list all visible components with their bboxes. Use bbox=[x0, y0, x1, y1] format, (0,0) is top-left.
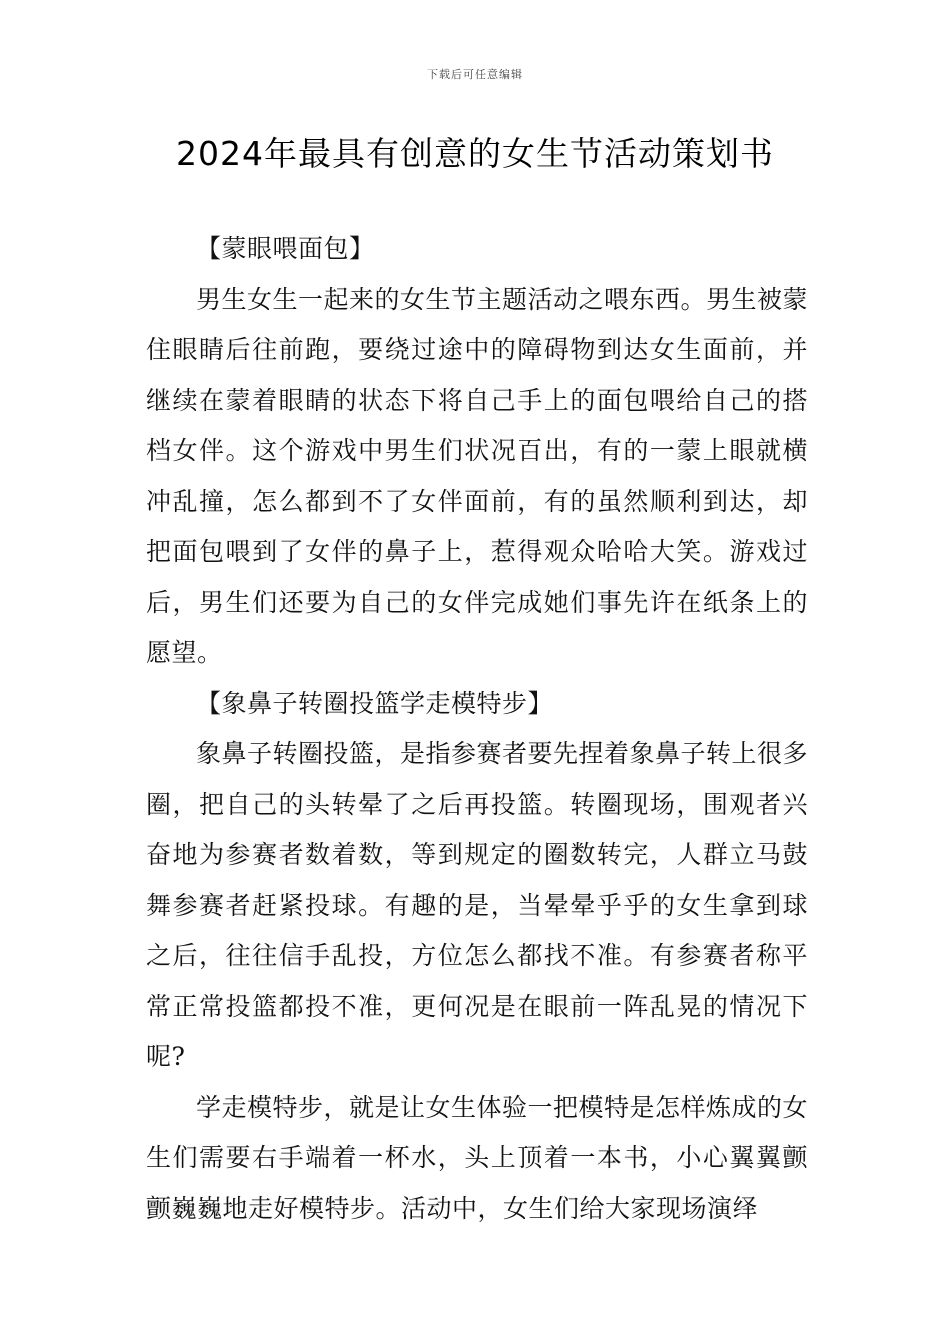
document-title: 2024年最具有创意的女生节活动策划书 bbox=[176, 134, 774, 173]
section-heading: 【象鼻子转圈投篮学走模特步】 bbox=[196, 688, 554, 718]
header-note: 下载后可任意编辑 bbox=[427, 68, 523, 81]
paragraph: 男生女生一起来的女生节主题活动之喂东西。男生被蒙住眼睛后往前跑，要绕过途中的障碍物到达女生面前，并继续在蒙着眼睛的状态下将自己手上的面包喂给自己的搭档女伴。这个游戏中男生们状况百出，有的一蒙上眼就横冲乱撞，怎么都到不了女伴面前，有的虽然顺利到达，却把面包喂到了女伴的鼻子上，惹得观众哈哈大笑。游戏过后，男生们还要为自己的女伴完成她们事先许在纸条上的愿望。 bbox=[146, 284, 809, 667]
section-elephant-basketball-catwalk bbox=[146, 679, 808, 1235]
section-heading: 【蒙眼喂面包】 bbox=[196, 234, 375, 263]
document-body bbox=[146, 224, 808, 1234]
paragraph: 学走模特步，就是让女生体验一把模特是怎样炼成的女生们需要右手端着一杯水，头上顶着一本书，小心翼翼颤颤巍巍地走好模特步。活动中，女生们给大家现场演绎 bbox=[146, 1092, 809, 1223]
section-blindfold-bread bbox=[146, 224, 808, 679]
paragraph: 象鼻子转圈投篮，是指参赛者要先捏着象鼻子转上很多圈，把自己的头转晕了之后再投篮。转圈现场，围观者兴奋地为参赛者数着数，等到规定的圈数转完，人群立马鼓舞参赛者赶紧投球。有趣的是，当晕晕乎乎的女生拿到球之后，往往信手乱投，方位怎么都找不准。有参赛者称平常正常投篮都投不准，更何况是在眼前一阵乱晃的情况下呢? bbox=[146, 739, 809, 1071]
